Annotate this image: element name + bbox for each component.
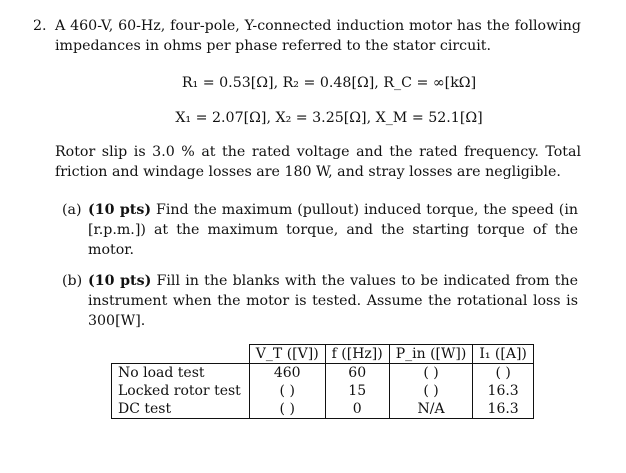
table-cell: ( ) (473, 364, 534, 383)
table-cell: 16.3 (473, 382, 534, 400)
header-i1: I₁ ([A]) (473, 345, 534, 364)
part-b-text (88, 271, 578, 331)
table-corner (112, 345, 250, 364)
part-b-label: (b) (62, 273, 83, 289)
table-cell: N/A (389, 400, 473, 419)
table-row (112, 382, 534, 400)
table-header-row (112, 345, 534, 364)
table-cell: ( ) (389, 364, 473, 383)
problem-conditions: Rotor slip is 3.0 % at the rated voltage and the rated frequency. Total friction and windage losses are 180 W, and stray losses are negligible. (55, 144, 581, 180)
part-a-points: (10 pts) (88, 202, 152, 218)
table-cell: 0 (325, 400, 389, 419)
problem-number: 2. (33, 18, 47, 34)
row-label: No load test (112, 364, 250, 383)
row-label: Locked rotor test (112, 382, 250, 400)
part-a-text (88, 200, 578, 260)
table-cell: ( ) (249, 400, 325, 419)
test-table (111, 344, 534, 419)
header-f: f ([Hz]) (325, 345, 389, 364)
table-row (112, 364, 534, 383)
row-label: DC test (112, 400, 250, 419)
part-b-points: (10 pts) (88, 273, 152, 289)
part-a-label: (a) (62, 202, 82, 218)
table-cell: ( ) (249, 382, 325, 400)
table-cell: 460 (249, 364, 325, 383)
table-cell: 15 (325, 382, 389, 400)
table-cell: 60 (325, 364, 389, 383)
table-cell: 16.3 (473, 400, 534, 419)
table-cell: ( ) (389, 382, 473, 400)
problem-2 (33, 16, 581, 180)
part-b-body: Fill in the blanks with the values to be indicated from the instrument when the motor is tested. Assume the rotational loss is 300[W]. (88, 273, 578, 329)
equation-resistances: R₁ = 0.53[Ω], R₂ = 0.48[Ω], R_C = ∞[kΩ] (181, 75, 477, 91)
equation-reactances: X₁ = 2.07[Ω], X₂ = 3.25[Ω], X_M = 52.1[Ω] (175, 110, 483, 126)
table-row (112, 400, 534, 419)
part-b (62, 271, 578, 331)
problem-intro: A 460-V, 60-Hz, four-pole, Y-connected induction motor has the following impedances in ohms per phase referred to the stator circuit. (55, 18, 581, 54)
header-pin: P_in ([W]) (389, 345, 473, 364)
part-a-body: Find the maximum (pullout) induced torque, the speed (in [r.p.m.]) at the maximum torque, and the starting torque of the motor. (88, 202, 578, 258)
part-a (62, 200, 578, 260)
header-vt: V_T ([V]) (249, 345, 325, 364)
